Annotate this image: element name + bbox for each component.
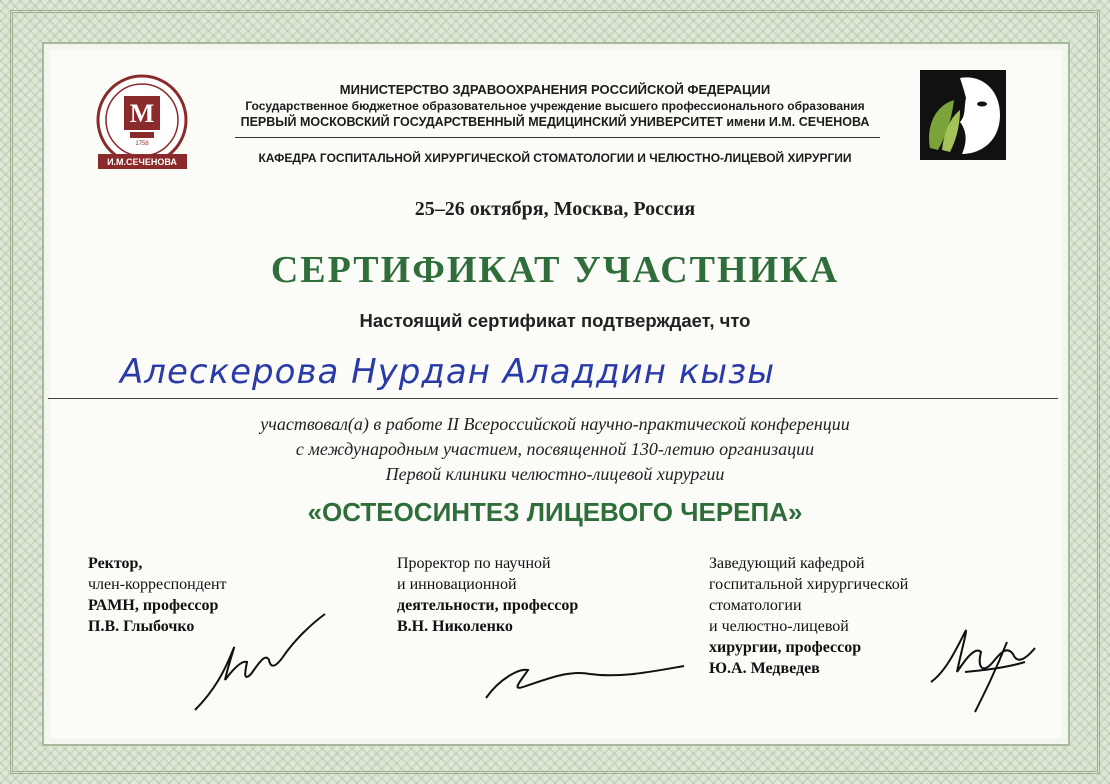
signatory-head-of-department: [709, 553, 908, 679]
signatory-line: Проректор по научной: [397, 555, 551, 572]
event-date: 25–26 октября, Москва, Россия: [414, 198, 696, 220]
signatory-line: госпитальной хирургической: [709, 576, 909, 593]
signatory-line: стоматологии: [709, 597, 802, 614]
head-signature-icon: [925, 612, 1060, 717]
department-logo-icon: [920, 70, 1006, 160]
signatory-name: П.В. Глыбочко: [88, 618, 195, 635]
vice-rector-signature-icon: [480, 648, 690, 708]
signatory-line: деятельности, профессор: [397, 597, 579, 614]
seal-bottom-text: И.М.СЕЧЕНОВА: [107, 157, 177, 167]
rector-signature-icon: [185, 610, 335, 720]
confirmation-text: Настоящий сертификат подтверждает, что: [359, 310, 751, 331]
signatory-line: хирургии, профессор: [709, 639, 862, 656]
body-line-1: участвовал(а) в работе II Всероссийской научно-практической конференции: [260, 414, 850, 434]
university-name: ПЕРВЫЙ МОСКОВСКИЙ ГОСУДАРСТВЕННЫЙ МЕДИЦИНСКИЙ УНИВЕРСИТЕТ имени И.М. СЕЧЕНОВА: [240, 115, 870, 129]
body-line-3: Первой клиники челюстно-лицевой хирургии: [385, 464, 725, 484]
name-underline: [48, 398, 1058, 399]
conference-title: «ОСТЕОСИНТЕЗ ЛИЦЕВОГО ЧЕРЕПА»: [307, 497, 803, 527]
ministry-title: МИНИСТЕРСТВО ЗДРАВООХРАНЕНИЯ РОССИЙСКОЙ ФЕДЕРАЦИИ: [339, 82, 771, 97]
signatory-line: и челюстно-лицевой: [709, 618, 849, 635]
certificate-title: СЕРТИФИКАТ УЧАСТНИКА: [270, 249, 840, 291]
header-divider: [235, 137, 880, 138]
signatory-line: и инновационной: [397, 576, 517, 593]
signatory-line: РАМН, профессор: [88, 597, 219, 614]
signatory-name: Ю.А. Медведев: [709, 660, 820, 677]
participant-name: Алескерова Нурдан Аладдин кызы: [120, 352, 776, 392]
university-seal-icon: [90, 72, 195, 177]
seal-year: 1758: [135, 141, 149, 147]
department-name: КАФЕДРА ГОСПИТАЛЬНОЙ ХИРУРГИЧЕСКОЙ СТОМАТОЛОГИИ И ЧЕЛЮСТНО-ЛИЦЕВОЙ ХИРУРГИИ: [258, 151, 852, 165]
signatory-vice-rector: [397, 553, 578, 637]
institution-type: Государственное бюджетное образовательное учреждение высшего профессионального образования: [245, 99, 865, 113]
signatory-line: Заведующий кафедрой: [709, 555, 865, 572]
svg-text:М: М: [129, 99, 155, 128]
signatory-line: Ректор,: [88, 555, 143, 572]
body-line-2: с международным участием, посвященной 130-летию организации: [295, 439, 815, 459]
signatory-line: член-корреспондент: [88, 576, 227, 593]
signatory-name: В.Н. Николенко: [397, 618, 513, 635]
